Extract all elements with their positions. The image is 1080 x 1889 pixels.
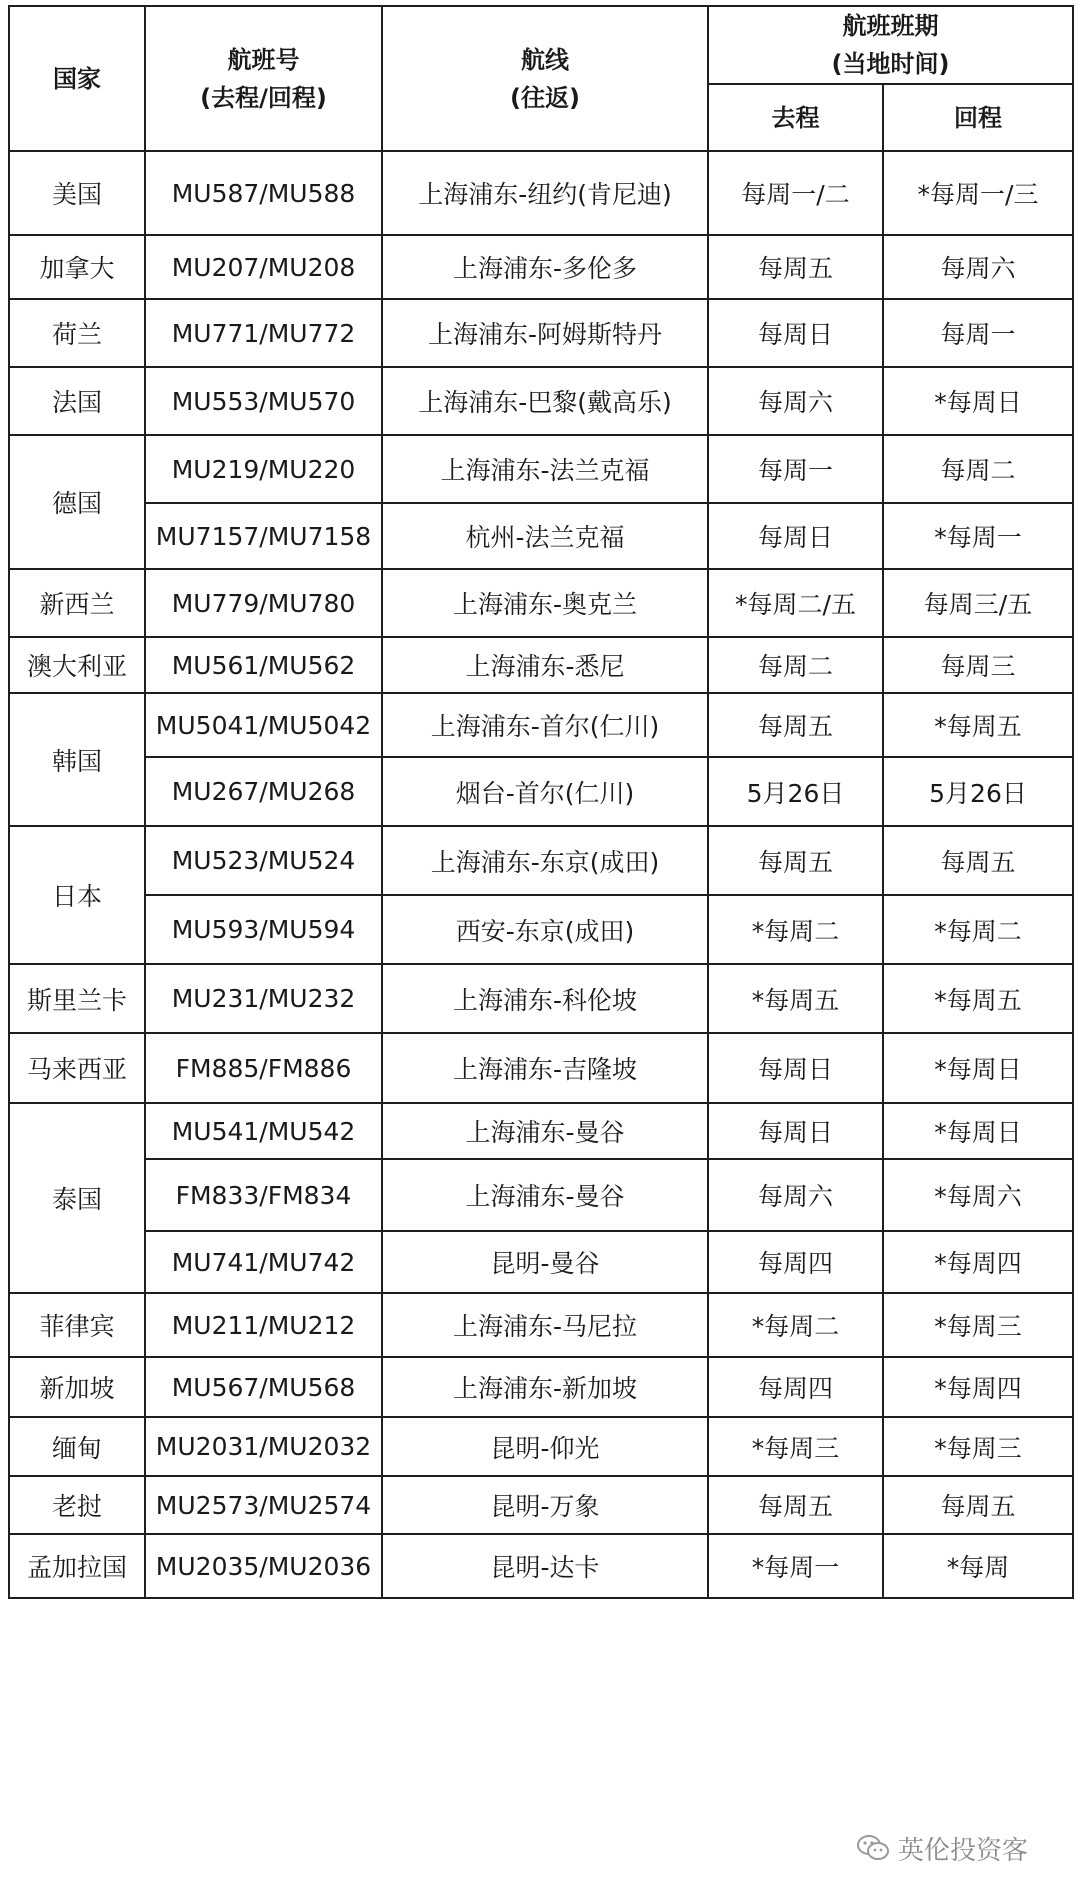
country-cell: 新西兰 xyxy=(9,569,145,637)
flight-no-cell: MU593/MU594 xyxy=(145,895,382,964)
route-cell: 昆明-达卡 xyxy=(382,1534,708,1598)
flight-no-cell: MU741/MU742 xyxy=(145,1231,382,1293)
table-row xyxy=(9,503,1073,569)
country-cell: 法国 xyxy=(9,367,145,435)
route-cell: 上海浦东-法兰克福 xyxy=(382,435,708,503)
flight-no-cell: MU5041/MU5042 xyxy=(145,693,382,757)
outbound-cell: 每周日 xyxy=(708,299,883,367)
return-cell: 每周五 xyxy=(883,1476,1073,1534)
flight-no-cell: MU211/MU212 xyxy=(145,1293,382,1357)
return-cell: 每周一 xyxy=(883,299,1073,367)
return-cell: *每周四 xyxy=(883,1357,1073,1417)
outbound-cell: 每周日 xyxy=(708,503,883,569)
outbound-cell: 每周四 xyxy=(708,1231,883,1293)
return-cell: *每周四 xyxy=(883,1231,1073,1293)
return-cell: *每周日 xyxy=(883,1033,1073,1103)
route-cell: 上海浦东-首尔(仁川) xyxy=(382,693,708,757)
flight-no-cell: MU553/MU570 xyxy=(145,367,382,435)
route-cell: 昆明-曼谷 xyxy=(382,1231,708,1293)
header-schedule-title: 航班班期 xyxy=(842,12,939,40)
outbound-cell: 每周二 xyxy=(708,637,883,693)
return-cell: *每周 xyxy=(883,1534,1073,1598)
table-row xyxy=(9,1417,1073,1476)
return-cell: 5月26日 xyxy=(883,757,1073,826)
flight-no-cell: MU587/MU588 xyxy=(145,151,382,235)
outbound-cell: 每周四 xyxy=(708,1357,883,1417)
flight-no-cell: MU207/MU208 xyxy=(145,235,382,299)
route-cell: 昆明-仰光 xyxy=(382,1417,708,1476)
table-row xyxy=(9,895,1073,964)
outbound-cell: 每周五 xyxy=(708,826,883,895)
wechat-icon xyxy=(856,1833,890,1863)
return-cell: 每周三/五 xyxy=(883,569,1073,637)
flight-no-cell: MU567/MU568 xyxy=(145,1357,382,1417)
outbound-cell: 每周五 xyxy=(708,235,883,299)
header-flight-no xyxy=(145,6,382,151)
outbound-cell: 5月26日 xyxy=(708,757,883,826)
flight-no-cell: MU771/MU772 xyxy=(145,299,382,367)
header-schedule xyxy=(708,6,1073,84)
table-row xyxy=(9,757,1073,826)
header-route xyxy=(382,6,708,151)
table-row xyxy=(9,1103,1073,1159)
flight-no-cell: MU267/MU268 xyxy=(145,757,382,826)
flight-no-cell: MU231/MU232 xyxy=(145,964,382,1033)
route-cell: 上海浦东-阿姆斯特丹 xyxy=(382,299,708,367)
route-cell: 烟台-首尔(仁川) xyxy=(382,757,708,826)
table-row xyxy=(9,151,1073,235)
header-outbound: 去程 xyxy=(708,84,883,151)
route-cell: 上海浦东-曼谷 xyxy=(382,1103,708,1159)
return-cell: *每周三 xyxy=(883,1417,1073,1476)
flight-no-cell: MU561/MU562 xyxy=(145,637,382,693)
return-cell: 每周二 xyxy=(883,435,1073,503)
country-cell: 荷兰 xyxy=(9,299,145,367)
outbound-cell: 每周一/二 xyxy=(708,151,883,235)
outbound-cell: 每周日 xyxy=(708,1033,883,1103)
country-cell: 韩国 xyxy=(9,693,145,826)
return-cell: *每周三 xyxy=(883,1293,1073,1357)
route-cell: 昆明-万象 xyxy=(382,1476,708,1534)
country-cell: 马来西亚 xyxy=(9,1033,145,1103)
country-cell: 德国 xyxy=(9,435,145,569)
table-row xyxy=(9,367,1073,435)
outbound-cell: *每周一 xyxy=(708,1534,883,1598)
outbound-cell: *每周二 xyxy=(708,1293,883,1357)
header-flight-no-title: 航班号 xyxy=(227,45,300,74)
country-cell: 泰国 xyxy=(9,1103,145,1293)
watermark-text: 英伦投资客 xyxy=(898,1835,1029,1866)
route-cell: 上海浦东-巴黎(戴高乐) xyxy=(382,367,708,435)
header-return: 回程 xyxy=(883,84,1073,151)
outbound-cell: 每周六 xyxy=(708,367,883,435)
header-schedule-sub: (当地时间) xyxy=(831,50,950,78)
return-cell: *每周日 xyxy=(883,367,1073,435)
country-cell: 缅甸 xyxy=(9,1417,145,1476)
table-row xyxy=(9,235,1073,299)
route-cell: 上海浦东-吉隆坡 xyxy=(382,1033,708,1103)
return-cell: *每周一/三 xyxy=(883,151,1073,235)
header-route-sub: (往返) xyxy=(510,83,580,112)
country-cell: 菲律宾 xyxy=(9,1293,145,1357)
flight-no-cell: MU2035/MU2036 xyxy=(145,1534,382,1598)
table-row xyxy=(9,299,1073,367)
route-cell: 上海浦东-悉尼 xyxy=(382,637,708,693)
table-body xyxy=(9,151,1073,1598)
country-cell: 新加坡 xyxy=(9,1357,145,1417)
table-row xyxy=(9,1293,1073,1357)
route-cell: 西安-东京(成田) xyxy=(382,895,708,964)
country-cell: 澳大利亚 xyxy=(9,637,145,693)
header-country: 国家 xyxy=(9,6,145,151)
header-flight-no-sub: (去程/回程) xyxy=(200,83,327,112)
return-cell: *每周二 xyxy=(883,895,1073,964)
flight-no-cell: MU779/MU780 xyxy=(145,569,382,637)
outbound-cell: *每周二 xyxy=(708,895,883,964)
country-cell: 斯里兰卡 xyxy=(9,964,145,1033)
table-row xyxy=(9,1159,1073,1231)
table-row xyxy=(9,637,1073,693)
table-row xyxy=(9,1534,1073,1598)
outbound-cell: 每周五 xyxy=(708,693,883,757)
route-cell: 上海浦东-科伦坡 xyxy=(382,964,708,1033)
outbound-cell: *每周三 xyxy=(708,1417,883,1476)
flight-no-cell: MU219/MU220 xyxy=(145,435,382,503)
route-cell: 上海浦东-东京(成田) xyxy=(382,826,708,895)
header-route-title: 航线 xyxy=(521,45,569,74)
country-cell: 加拿大 xyxy=(9,235,145,299)
table-row xyxy=(9,1231,1073,1293)
route-cell: 上海浦东-奥克兰 xyxy=(382,569,708,637)
outbound-cell: *每周五 xyxy=(708,964,883,1033)
route-cell: 上海浦东-多伦多 xyxy=(382,235,708,299)
return-cell: *每周五 xyxy=(883,693,1073,757)
return-cell: 每周五 xyxy=(883,826,1073,895)
outbound-cell: 每周六 xyxy=(708,1159,883,1231)
flight-no-cell: MU541/MU542 xyxy=(145,1103,382,1159)
flight-no-cell: MU523/MU524 xyxy=(145,826,382,895)
country-cell: 美国 xyxy=(9,151,145,235)
route-cell: 杭州-法兰克福 xyxy=(382,503,708,569)
route-cell: 上海浦东-纽约(肯尼迪) xyxy=(382,151,708,235)
country-cell: 日本 xyxy=(9,826,145,964)
route-cell: 上海浦东-曼谷 xyxy=(382,1159,708,1231)
table-row xyxy=(9,1357,1073,1417)
flight-no-cell: FM885/FM886 xyxy=(145,1033,382,1103)
watermark xyxy=(856,1826,1076,1870)
flight-no-cell: MU2031/MU2032 xyxy=(145,1417,382,1476)
country-cell: 老挝 xyxy=(9,1476,145,1534)
table-row xyxy=(9,826,1073,895)
table-row xyxy=(9,1476,1073,1534)
table-header xyxy=(9,6,1073,151)
table-row xyxy=(9,1033,1073,1103)
flight-no-cell: FM833/FM834 xyxy=(145,1159,382,1231)
flight-no-cell: MU2573/MU2574 xyxy=(145,1476,382,1534)
flight-schedule-table xyxy=(8,5,1074,1599)
return-cell: 每周六 xyxy=(883,235,1073,299)
table-row xyxy=(9,693,1073,757)
outbound-cell: 每周日 xyxy=(708,1103,883,1159)
table-row xyxy=(9,435,1073,503)
table-row xyxy=(9,569,1073,637)
outbound-cell: *每周二/五 xyxy=(708,569,883,637)
route-cell: 上海浦东-马尼拉 xyxy=(382,1293,708,1357)
return-cell: *每周五 xyxy=(883,964,1073,1033)
return-cell: 每周三 xyxy=(883,637,1073,693)
country-cell: 孟加拉国 xyxy=(9,1534,145,1598)
flight-no-cell: MU7157/MU7158 xyxy=(145,503,382,569)
outbound-cell: 每周一 xyxy=(708,435,883,503)
route-cell: 上海浦东-新加坡 xyxy=(382,1357,708,1417)
return-cell: *每周六 xyxy=(883,1159,1073,1231)
return-cell: *每周日 xyxy=(883,1103,1073,1159)
table-row xyxy=(9,964,1073,1033)
return-cell: *每周一 xyxy=(883,503,1073,569)
outbound-cell: 每周五 xyxy=(708,1476,883,1534)
